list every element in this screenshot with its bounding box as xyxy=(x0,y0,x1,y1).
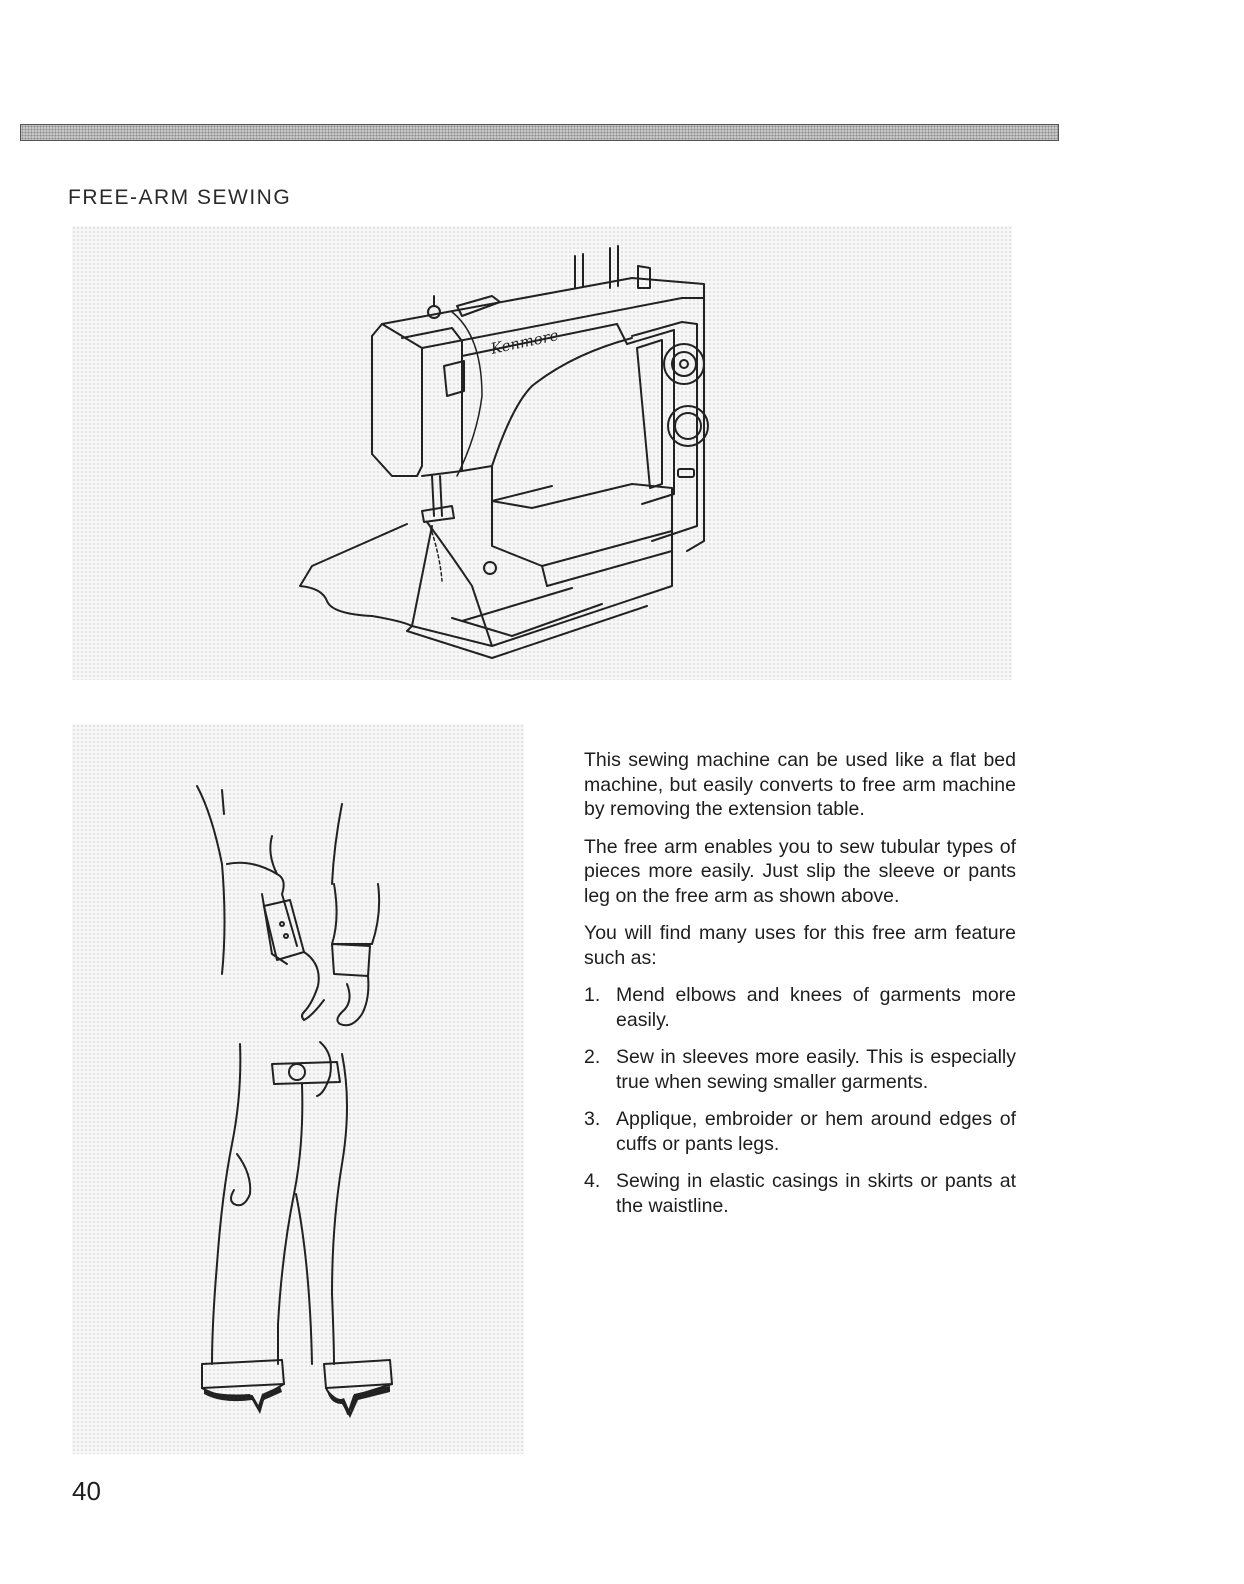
paragraph: The free arm enables you to sew tubular types of pieces more easily. Just slip the sleeve or pants leg on the free arm as shown above. xyxy=(584,835,1016,907)
list-text: Applique, embroider or hem around edges of cuffs or pants legs. xyxy=(616,1108,1016,1155)
paragraph: You will find many uses for this free arm feature such as: xyxy=(584,922,1016,969)
list-item xyxy=(584,1107,1016,1156)
section-title: FREE-ARM SEWING xyxy=(68,186,292,209)
list-text: Mend elbows and knees of garments more easily. xyxy=(616,984,1016,1031)
sewing-machine-illustration xyxy=(72,226,1012,680)
body-text xyxy=(584,748,1016,1231)
list-number: 2. xyxy=(584,1046,601,1068)
uses-list xyxy=(584,983,1016,1218)
list-item xyxy=(584,1169,1016,1218)
list-number: 1. xyxy=(584,984,601,1006)
brand-label: Kenmore xyxy=(489,326,560,358)
list-text: Sewing in elastic casings in skirts or pants at the waistline. xyxy=(616,1170,1016,1217)
list-item xyxy=(584,1045,1016,1094)
garment-figure xyxy=(72,724,524,1454)
list-number: 3. xyxy=(584,1108,601,1130)
sewing-machine-figure xyxy=(72,226,1012,680)
paragraph: This sewing machine can be used like a flat bed machine, but easily converts to free arm machine by removing the extension table. xyxy=(584,749,1016,820)
header-rule xyxy=(20,124,1059,141)
list-number: 4. xyxy=(584,1170,601,1192)
garment-illustration xyxy=(72,724,524,1454)
list-text: Sew in sleeves more easily. This is especially true when sewing smaller garments. xyxy=(616,1046,1016,1093)
page-number: 40 xyxy=(72,1476,101,1506)
list-item xyxy=(584,983,1016,1032)
